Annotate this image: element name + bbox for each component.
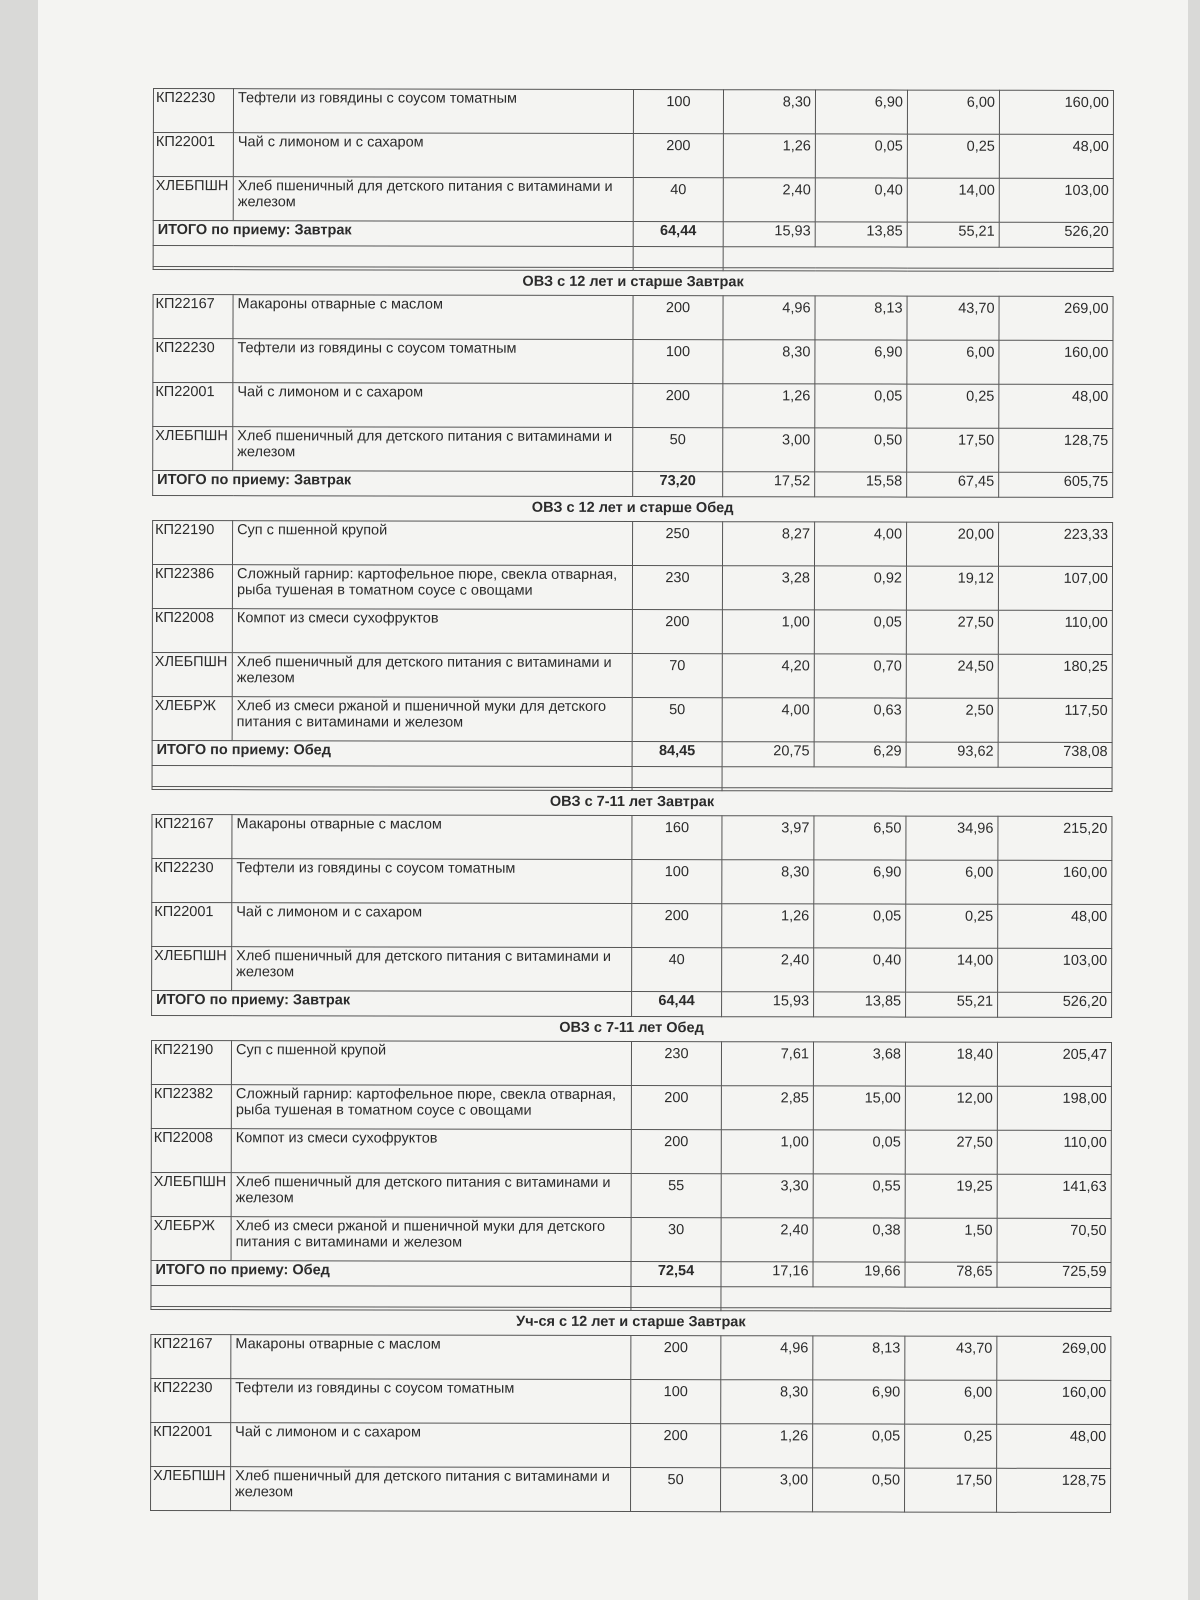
meal-total-protein: 15,93 (722, 992, 814, 1017)
section-header-row (153, 270, 1113, 297)
dish-protein: 3,00 (721, 1468, 813, 1512)
dish-weight: 50 (633, 428, 723, 472)
dish-protein: 2,40 (722, 948, 814, 992)
dish-protein: 1,26 (723, 134, 815, 178)
dish-name: Чай с лимоном и с сахаром (233, 383, 633, 428)
dish-row (151, 1378, 1111, 1424)
dish-weight: 250 (633, 522, 723, 566)
dish-code: КП22167 (153, 295, 233, 339)
dish-fat: 0,05 (815, 134, 907, 178)
dish-row (153, 383, 1113, 429)
dish-carbs: 14,00 (906, 948, 998, 992)
section-title: Уч-ся с 12 лет и старше Завтрак (151, 1309, 1111, 1336)
dish-energy: 48,00 (999, 134, 1113, 178)
meal-total-row (153, 221, 1113, 248)
dish-row (153, 521, 1113, 567)
dish-fat: 0,40 (814, 948, 906, 992)
dish-carbs: 19,25 (905, 1174, 997, 1218)
dish-row (152, 814, 1112, 860)
dish-carbs: 1,50 (905, 1218, 997, 1262)
dish-name: Компот из смеси сухофруктов (232, 609, 632, 654)
dish-row (152, 902, 1112, 948)
dish-code: КП22008 (151, 1128, 231, 1172)
dish-protein: 1,26 (722, 904, 814, 948)
dish-carbs: 17,50 (905, 1468, 997, 1512)
dish-fat: 6,90 (814, 860, 906, 904)
dish-energy: 198,00 (997, 1086, 1111, 1130)
dish-code: КП22001 (153, 383, 233, 427)
dish-energy: 103,00 (998, 948, 1112, 992)
dish-carbs: 6,00 (907, 340, 999, 384)
meal-total-protein: 20,75 (722, 742, 814, 767)
dish-energy: 107,00 (998, 566, 1112, 610)
dish-fat: 0,70 (814, 654, 906, 698)
meal-total-label: ИТОГО по приему: Завтрак (153, 471, 633, 497)
dish-fat: 6,90 (815, 340, 907, 384)
dish-weight: 200 (631, 1424, 721, 1468)
dish-protein: 2,40 (723, 178, 815, 222)
dish-row (152, 608, 1112, 654)
dish-code: ХЛЕБРЖ (151, 1216, 231, 1260)
dish-code: ХЛЕБПШН (152, 652, 232, 696)
dish-code: КП22167 (152, 814, 232, 858)
dish-fat: 0,05 (815, 384, 907, 428)
dish-row (153, 133, 1113, 179)
dish-fat: 0,38 (813, 1218, 905, 1262)
dish-code: ХЛЕБПШН (151, 1466, 231, 1510)
meal-total-fat: 6,29 (814, 742, 906, 767)
dish-fat: 0,05 (813, 1130, 905, 1174)
dish-carbs: 27,50 (906, 610, 998, 654)
meal-total-row (153, 471, 1113, 498)
dish-protein: 4,20 (722, 654, 814, 698)
meal-total-carbs: 93,62 (906, 742, 998, 767)
dish-carbs: 0,25 (905, 1424, 997, 1468)
spacer-cell (633, 247, 723, 268)
meal-total-row (152, 740, 1112, 767)
dish-protein: 4,00 (722, 698, 814, 742)
meal-total-weight: 64,44 (633, 222, 723, 247)
spacer-row (152, 765, 1112, 788)
meal-total-energy: 738,08 (998, 742, 1112, 767)
dish-protein: 3,30 (721, 1174, 813, 1218)
dish-energy: 48,00 (998, 904, 1112, 948)
dish-weight: 200 (631, 1130, 721, 1174)
dish-energy: 141,63 (997, 1174, 1111, 1218)
dish-protein: 8,30 (723, 90, 815, 134)
dish-fat: 4,00 (815, 522, 907, 566)
dish-weight: 200 (631, 1336, 721, 1380)
dish-protein: 2,40 (721, 1218, 813, 1262)
dish-row (153, 89, 1113, 135)
spacer-cell (722, 767, 1112, 789)
dish-weight: 40 (633, 178, 723, 222)
dish-protein: 7,61 (721, 1042, 813, 1086)
dish-row (151, 1128, 1111, 1174)
dish-row (152, 652, 1112, 698)
dish-code: КП22190 (153, 521, 233, 565)
dish-protein: 3,28 (722, 566, 814, 610)
dish-weight: 100 (632, 860, 722, 904)
dish-weight: 200 (633, 384, 723, 428)
dish-energy: 117,50 (998, 698, 1112, 742)
dish-name: Тефтели из говядины с соусом томатным (232, 859, 632, 904)
paper-sheet (38, 0, 1188, 1600)
dish-carbs: 0,25 (906, 904, 998, 948)
dish-carbs: 24,50 (906, 654, 998, 698)
dish-fat: 0,63 (814, 698, 906, 742)
dish-energy: 70,50 (997, 1218, 1111, 1262)
dish-carbs: 14,00 (907, 178, 999, 222)
dish-fat: 0,40 (815, 178, 907, 222)
meal-total-energy: 725,59 (997, 1262, 1111, 1287)
dish-name: Сложный гарнир: картофельное пюре, свекла отварная, рыба тушеная в томатном соусе с овощами (232, 565, 632, 610)
dish-code: КП22001 (153, 133, 233, 177)
dish-weight: 200 (631, 1086, 721, 1130)
dish-code: КП22230 (151, 1378, 231, 1422)
dish-row (151, 1216, 1111, 1262)
dish-code: ХЛЕБПШН (151, 1172, 231, 1216)
dish-fat: 6,90 (813, 1380, 905, 1424)
dish-fat: 6,50 (814, 816, 906, 860)
dish-protein: 4,96 (723, 296, 815, 340)
spacer-cell (721, 1287, 1111, 1309)
section-title: ОВЗ с 7-11 лет Завтрак (152, 789, 1112, 816)
dish-energy: 48,00 (997, 1424, 1111, 1468)
dish-name: Тефтели из говядины с соусом томатным (231, 1379, 631, 1424)
dish-name: Макароны отварные с маслом (233, 295, 633, 340)
dish-weight: 100 (631, 1380, 721, 1424)
spacer-cell (632, 767, 722, 788)
dish-energy: 160,00 (999, 90, 1113, 134)
spacer-row (153, 246, 1113, 269)
meal-total-energy: 526,20 (998, 992, 1112, 1017)
dish-protein: 1,26 (723, 384, 815, 428)
dish-weight: 30 (631, 1218, 721, 1262)
dish-row (151, 1172, 1111, 1218)
dish-protein: 1,26 (721, 1424, 813, 1468)
dish-name: Чай с лимоном и с сахаром (233, 133, 633, 178)
dish-protein: 3,97 (722, 816, 814, 860)
dish-name: Чай с лимоном и с сахаром (232, 903, 632, 948)
meal-total-label: ИТОГО по приему: Завтрак (153, 221, 633, 247)
dish-row (151, 1084, 1111, 1130)
dish-protein: 8,30 (723, 340, 815, 384)
section-header-row (152, 1015, 1112, 1042)
dish-code: КП22190 (151, 1040, 231, 1084)
dish-code: КП22001 (152, 902, 232, 946)
meal-total-protein: 15,93 (723, 222, 815, 247)
dish-weight: 70 (632, 654, 722, 698)
dish-fat: 8,13 (813, 1336, 905, 1380)
dish-row (153, 295, 1113, 341)
dish-fat: 15,00 (813, 1086, 905, 1130)
dish-row (152, 946, 1112, 992)
section-title: ОВЗ с 7-11 лет Обед (152, 1015, 1112, 1042)
dish-carbs: 19,12 (906, 566, 998, 610)
dish-row (151, 1040, 1111, 1086)
dish-weight: 160 (632, 816, 722, 860)
dish-row (153, 427, 1113, 473)
dish-fat: 8,13 (815, 296, 907, 340)
dish-energy: 128,75 (999, 428, 1113, 472)
dish-carbs: 6,00 (906, 860, 998, 904)
dish-carbs: 17,50 (907, 428, 999, 472)
meal-total-weight: 73,20 (633, 472, 723, 497)
dish-protein: 1,00 (721, 1130, 813, 1174)
section-title: ОВЗ с 12 лет и старше Завтрак (153, 270, 1113, 297)
dish-code: КП22001 (151, 1422, 231, 1466)
spacer-cell (151, 1285, 631, 1307)
dish-row (151, 1422, 1111, 1468)
dish-protein: 8,27 (723, 522, 815, 566)
meal-total-energy: 605,75 (999, 472, 1113, 497)
dish-row (152, 858, 1112, 904)
dish-code: КП22008 (152, 608, 232, 652)
meal-total-fat: 13,85 (815, 222, 907, 247)
dish-name: Хлеб из смеси ржаной и пшеничной муки для детского питания с витаминами и железом (231, 1217, 631, 1262)
meal-total-label: ИТОГО по приему: Завтрак (152, 990, 632, 1016)
dish-carbs: 12,00 (905, 1086, 997, 1130)
dish-fat: 3,68 (813, 1042, 905, 1086)
dish-weight: 200 (633, 134, 723, 178)
dish-energy: 110,00 (998, 610, 1112, 654)
dish-name: Макароны отварные с маслом (231, 1335, 631, 1380)
spacer-row (151, 1285, 1111, 1308)
meal-total-weight: 64,44 (632, 992, 722, 1017)
dish-carbs: 0,25 (907, 384, 999, 428)
dish-carbs: 20,00 (907, 522, 999, 566)
dish-energy: 223,33 (999, 522, 1113, 566)
dish-fat: 0,55 (813, 1174, 905, 1218)
meal-total-fat: 15,58 (815, 472, 907, 497)
dish-protein: 8,30 (722, 860, 814, 904)
dish-weight: 50 (631, 1468, 721, 1512)
dish-weight: 200 (633, 296, 723, 340)
dish-name: Хлеб из смеси ржаной и пшеничной муки для детского питания с витаминами и железом (232, 697, 632, 742)
meal-total-protein: 17,16 (721, 1262, 813, 1287)
meal-total-label: ИТОГО по приему: Обед (152, 740, 632, 766)
dish-fat: 0,50 (815, 428, 907, 472)
dish-name: Тефтели из говядины с соусом томатным (233, 339, 633, 384)
meal-total-weight: 72,54 (631, 1262, 721, 1287)
dish-fat: 0,50 (813, 1468, 905, 1512)
spacer-cell (723, 247, 1113, 269)
menu-table-body (151, 89, 1114, 1513)
dish-energy: 160,00 (997, 1380, 1111, 1424)
dish-energy: 160,00 (999, 340, 1113, 384)
dish-energy: 269,00 (999, 296, 1113, 340)
dish-weight: 230 (632, 566, 722, 610)
dish-energy: 205,47 (997, 1042, 1111, 1086)
dish-carbs: 6,00 (907, 90, 999, 134)
meal-total-carbs: 55,21 (907, 222, 999, 247)
dish-row (153, 339, 1113, 385)
menu-document (150, 88, 1113, 1513)
dish-name: Хлеб пшеничный для детского питания с витаминами и железом (233, 427, 633, 472)
dish-energy: 103,00 (999, 178, 1113, 222)
dish-protein: 8,30 (721, 1380, 813, 1424)
dish-energy: 160,00 (998, 860, 1112, 904)
dish-carbs: 6,00 (905, 1380, 997, 1424)
section-header-row (151, 1309, 1111, 1336)
menu-table (150, 88, 1114, 1513)
meal-total-carbs: 78,65 (905, 1262, 997, 1287)
dish-energy: 110,00 (997, 1130, 1111, 1174)
dish-code: ХЛЕБПШН (152, 946, 232, 990)
dish-protein: 2,85 (721, 1086, 813, 1130)
dish-protein: 4,96 (721, 1336, 813, 1380)
dish-name: Тефтели из говядины с соусом томатным (233, 89, 633, 134)
dish-energy: 215,20 (998, 816, 1112, 860)
section-title: ОВЗ с 12 лет и старше Обед (153, 496, 1113, 523)
dish-weight: 100 (633, 90, 723, 134)
dish-energy: 128,75 (997, 1468, 1111, 1512)
dish-carbs: 0,25 (907, 134, 999, 178)
dish-carbs: 27,50 (905, 1130, 997, 1174)
dish-code: ХЛЕБПШН (153, 177, 233, 221)
dish-row (152, 565, 1112, 611)
dish-weight: 50 (632, 698, 722, 742)
meal-total-fat: 13,85 (814, 992, 906, 1017)
dish-code: КП22230 (153, 339, 233, 383)
dish-name: Хлеб пшеничный для детского питания с витаминами и железом (233, 177, 633, 222)
meal-total-carbs: 67,45 (907, 472, 999, 497)
dish-name: Суп с пшенной крупой (233, 521, 633, 566)
dish-name: Хлеб пшеничный для детского питания с витаминами и железом (231, 1467, 631, 1512)
spacer-cell (152, 765, 632, 787)
dish-code: ХЛЕБРЖ (152, 696, 232, 740)
dish-row (151, 1466, 1111, 1512)
section-header-row (153, 496, 1113, 523)
dish-row (152, 696, 1112, 742)
meal-total-protein: 17,52 (723, 472, 815, 497)
dish-carbs: 43,70 (905, 1336, 997, 1380)
dish-fat: 6,90 (815, 90, 907, 134)
meal-total-label: ИТОГО по приему: Обед (151, 1260, 631, 1286)
meal-total-row (151, 1260, 1111, 1287)
dish-code: КП22167 (151, 1334, 231, 1378)
dish-weight: 40 (632, 948, 722, 992)
dish-carbs: 18,40 (905, 1042, 997, 1086)
dish-energy: 180,25 (998, 654, 1112, 698)
dish-carbs: 2,50 (906, 698, 998, 742)
spacer-cell (631, 1287, 721, 1308)
dish-code: КП22230 (153, 89, 233, 133)
dish-row (153, 177, 1113, 223)
dish-energy: 269,00 (997, 1336, 1111, 1380)
spacer-cell (153, 246, 633, 268)
dish-fat: 0,05 (814, 904, 906, 948)
dish-protein: 1,00 (722, 610, 814, 654)
dish-fat: 0,92 (814, 566, 906, 610)
dish-fat: 0,05 (813, 1424, 905, 1468)
dish-name: Компот из смеси сухофруктов (231, 1129, 631, 1174)
dish-weight: 100 (633, 340, 723, 384)
dish-weight: 200 (632, 904, 722, 948)
dish-name: Сложный гарнир: картофельное пюре, свекла отварная, рыба тушеная в томатном соусе с овощами (231, 1085, 631, 1130)
meal-total-weight: 84,45 (632, 742, 722, 767)
dish-name: Хлеб пшеничный для детского питания с витаминами и железом (232, 947, 632, 992)
dish-code: КП22382 (151, 1084, 231, 1128)
meal-total-carbs: 55,21 (906, 992, 998, 1017)
dish-carbs: 34,96 (906, 816, 998, 860)
dish-energy: 48,00 (999, 384, 1113, 428)
dish-row (151, 1334, 1111, 1380)
dish-code: ХЛЕБПШН (153, 427, 233, 471)
dish-name: Хлеб пшеничный для детского питания с витаминами и железом (231, 1173, 631, 1218)
dish-name: Суп с пшенной крупой (231, 1041, 631, 1086)
meal-total-fat: 19,66 (813, 1262, 905, 1287)
dish-protein: 3,00 (723, 428, 815, 472)
dish-name: Хлеб пшеничный для детского питания с витаминами и железом (232, 653, 632, 698)
dish-name: Макароны отварные с маслом (232, 815, 632, 860)
dish-carbs: 43,70 (907, 296, 999, 340)
dish-weight: 200 (632, 610, 722, 654)
meal-total-energy: 526,20 (999, 222, 1113, 247)
section-header-row (152, 789, 1112, 816)
dish-code: КП22230 (152, 858, 232, 902)
dish-fat: 0,05 (814, 610, 906, 654)
dish-weight: 55 (631, 1174, 721, 1218)
meal-total-row (152, 990, 1112, 1017)
dish-code: КП22386 (152, 565, 232, 609)
dish-name: Чай с лимоном и с сахаром (231, 1423, 631, 1468)
dish-weight: 230 (631, 1042, 721, 1086)
